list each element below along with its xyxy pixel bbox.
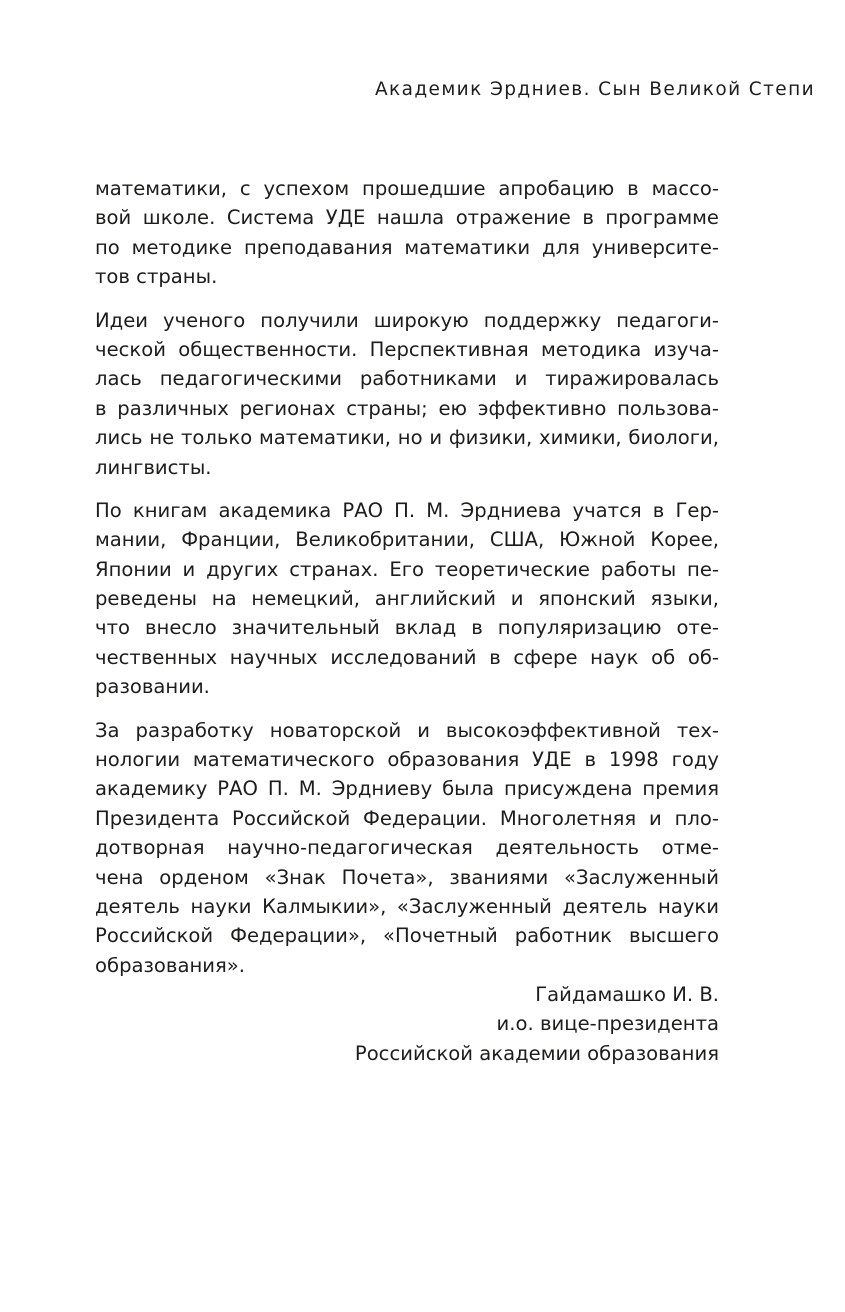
signature-name: Гайдамашко И. В. [535, 983, 719, 1006]
text-line: По книгам академика РАО П. М. Эрдниева учатся в Гер- [95, 498, 719, 522]
text-line: нологии математического образования УДЕ в 1998 году [95, 748, 719, 772]
text-line: по методике преподавания математики для университе- [95, 235, 719, 259]
text-line: разовании. [95, 675, 210, 699]
text-line: дотворная научно-педагогическая деятельность отме- [95, 836, 719, 860]
paragraph-3 [95, 496, 719, 702]
paragraph-2 [95, 306, 719, 482]
text-line: чена орденом «Знак Почета», званиями «Заслуженный [95, 865, 719, 889]
signature-organization: Российской академии образования [354, 1041, 719, 1065]
signature-block [95, 980, 719, 1068]
body-text [95, 174, 719, 994]
text-line: Идеи ученого получили широкую поддержку педагоги- [95, 308, 719, 332]
text-line: реведены на немецкий, английский и японский языки, [95, 587, 719, 611]
text-line: За разработку новаторской и высокоэффективной тех- [95, 718, 719, 742]
paragraph-1 [95, 174, 719, 292]
text-line: Президента Российской Федерации. Многолетняя и пло- [95, 806, 719, 830]
text-line: лись не только математики, но и физики, химики, биологи, [95, 426, 719, 450]
signature-position: и.о. вице-президента [496, 1012, 719, 1036]
text-line: деятель науки Калмыкии», «Заслуженный деятель науки [95, 894, 719, 918]
paragraph-4 [95, 716, 719, 981]
text-line: ческой общественности. Перспективная методика изуча- [95, 337, 719, 361]
text-line: в различных регионах страны; ею эффективно пользова- [95, 396, 719, 420]
text-line: Японии и других странах. Его теоретические работы пе- [95, 557, 719, 581]
text-line: лингвисты. [95, 455, 212, 479]
text-line: вой школе. Система УДЕ нашла отражение в программе [95, 206, 719, 230]
text-line: образования». [95, 953, 246, 977]
text-line: Российской Федерации», «Почетный работник высшего [95, 924, 719, 948]
text-line: что внесло значительный вклад в популяризацию оте- [95, 616, 719, 640]
running-head: Академик Эрдниев. Сын Великой Степи [374, 79, 815, 100]
text-line: тов страны. [95, 265, 218, 289]
text-line: мании, Франции, Великобритании, США, Южной Корее, [95, 528, 719, 552]
text-line: чественных научных исследований в сфере наук об об- [95, 645, 719, 669]
text-line: лась педагогическими работниками и тиражировалась [95, 367, 719, 391]
text-line: математики, с успехом прошедшие апробацию в массо- [95, 177, 719, 200]
text-line: академику РАО П. М. Эрдниеву была присуждена премия [95, 777, 719, 801]
